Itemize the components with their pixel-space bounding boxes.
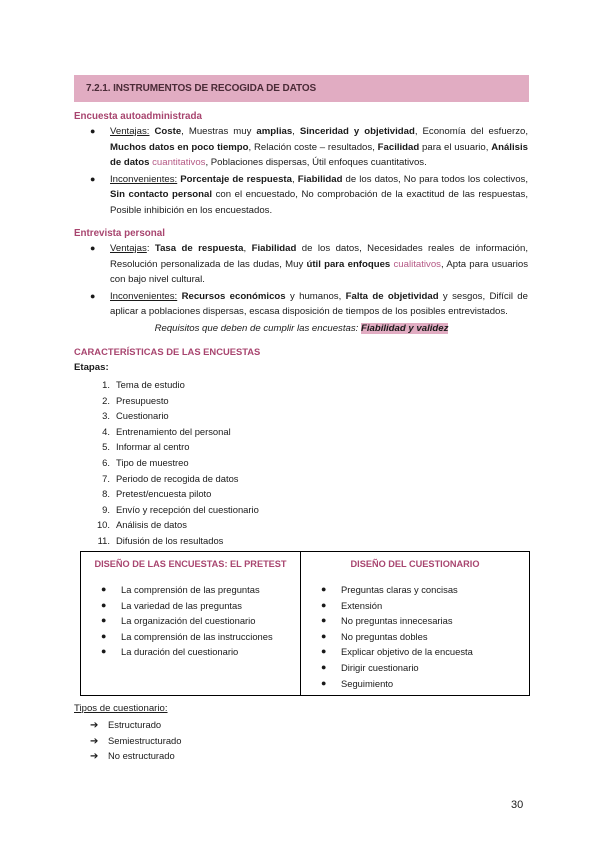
list-item: 1. Tema de estudio: [102, 379, 185, 390]
list-item: 6. Tipo de muestreo: [102, 456, 189, 468]
bullet-icon: ●: [321, 615, 327, 626]
caracteristicas-heading: CARACTERÍSTICAS DE LAS ENCUESTAS: [74, 346, 261, 357]
arrow-right-icon: ➔: [90, 720, 99, 731]
encuesta-list: [90, 124, 528, 220]
tipos-label: Tipos de cuestionario:: [74, 703, 168, 714]
requisitos-line: [74, 323, 529, 334]
entrevista-list: [90, 241, 528, 321]
bullet-icon: ●: [90, 126, 96, 136]
pretest-list: [101, 582, 273, 660]
bullet-icon: ●: [90, 290, 96, 301]
design-table: [80, 551, 530, 696]
list-item: ● No preguntas dobles: [321, 629, 473, 645]
page-number: 30: [511, 799, 524, 811]
etapas-list: [88, 377, 259, 549]
list-item: ➔ No estructurado: [90, 748, 181, 764]
pretest-column: [81, 552, 301, 695]
list-item: 2. Presupuesto: [102, 394, 169, 406]
encuesta-ventajas-text: Coste, Muestras muy amplias, Sinceridad y objetividad, Economía del esfuerzo, Muchos datos en poco tiempo, Relación coste – resultados, Facilidad para el usuario, Análisis de datos cuantitativos, Poblaciones dispersas, Útil enfoques cuantitativos.: [110, 126, 528, 169]
entrevista-ventajas-text: : Tasa de respuesta, Fiabilidad de los datos, Necesidades reales de información, Resolución personalizada de las dudas, Muy útil para enfoques cualitativos, Apta para usuarios con bajo nivel cultural.: [110, 243, 529, 286]
encuesta-inconvenientes: [90, 172, 528, 219]
list-item: 8. Pretest/encuesta piloto: [102, 488, 212, 500]
bullet-icon: ●: [321, 599, 327, 610]
bullet-icon: ●: [90, 243, 96, 253]
list-item: ● La comprensión de las preguntas: [101, 582, 273, 598]
pretest-header: DISEÑO DE LAS ENCUESTAS: EL PRETEST: [94, 559, 287, 569]
bullet-icon: ●: [101, 630, 107, 641]
list-item: 3. Cuestionario: [102, 410, 169, 422]
encuesta-heading: Encuesta autoadministrada: [74, 111, 202, 122]
entrevista-ventajas: [90, 241, 528, 288]
inconvenientes-label: Inconvenientes:: [110, 290, 178, 302]
cuestionario-column: [301, 552, 529, 695]
list-item: 4. Entrenamiento del personal: [102, 425, 231, 437]
entrevista-inconvenientes: [90, 289, 528, 320]
list-item: ● La variedad de las preguntas: [101, 598, 273, 614]
bullet-icon: ●: [321, 677, 327, 688]
arrow-right-icon: ➔: [90, 735, 99, 747]
list-item: ● La duración del cuestionario: [101, 644, 273, 660]
list-item: ● La organización del cuestionario: [101, 613, 273, 629]
bullet-icon: ●: [101, 599, 107, 610]
list-item: 10. Análisis de datos: [96, 519, 187, 531]
list-item: ● La comprensión de las instrucciones: [101, 629, 273, 645]
bullet-icon: ●: [90, 173, 96, 184]
bullet-icon: ●: [321, 630, 327, 641]
cuestionario-list: [321, 582, 473, 691]
entrevista-heading: Entrevista personal: [74, 228, 165, 239]
bullet-icon: ●: [101, 615, 107, 626]
bullet-icon: ●: [321, 661, 327, 672]
entrevista-inconvenientes-text: Recursos económicos y humanos, Falta de objetividad y sesgos, Difícil de aplicar a poblaciones dispersas, escasa disposición de tiempos de los posibles entrevistados.: [110, 290, 528, 318]
bullet-icon: ●: [321, 584, 327, 594]
tipos-list: [90, 717, 181, 764]
bullet-icon: ●: [101, 646, 107, 657]
list-item: 5. Informar al centro: [102, 441, 190, 453]
list-item: ● Explicar objetivo de la encuesta: [321, 644, 473, 660]
encuesta-inconvenientes-text: Porcentaje de respuesta, Fiabilidad de los datos, No para todos los colectivos, Sin contacto personal con el encuestado, No comprobación de la exactitud de las respuestas, Posible inhibición en los encuestados.: [110, 173, 528, 216]
ventajas-label: Ventajas: [110, 243, 147, 254]
list-item: ➔ Estructurado: [90, 717, 181, 733]
ventajas-label: Ventajas:: [110, 126, 150, 137]
list-item: ● Dirigir cuestionario: [321, 660, 473, 676]
bullet-icon: ●: [321, 646, 327, 657]
arrow-right-icon: ➔: [90, 751, 99, 763]
etapas-label: Etapas:: [74, 362, 109, 373]
list-item: ● Seguimiento: [321, 676, 473, 692]
list-item: ● Preguntas claras y concisas: [321, 582, 473, 598]
cuestionario-header: DISEÑO DEL CUESTIONARIO: [350, 559, 480, 569]
list-item: 9. Envío y recepción del cuestionario: [102, 503, 259, 515]
bullet-icon: ●: [101, 584, 107, 594]
requisitos-highlight: Fiabilidad y validez: [360, 323, 449, 334]
section-banner: [74, 75, 529, 102]
requisitos-text: Requisitos que deben de cumplir las encuestas:: [154, 323, 361, 334]
section-title: 7.2.1. INSTRUMENTOS DE RECOGIDA DE DATOS: [86, 83, 317, 94]
list-item: ● Extensión: [321, 598, 473, 614]
encuesta-ventajas: [90, 124, 528, 171]
list-item: ● No preguntas innecesarias: [321, 613, 473, 629]
list-item: ➔ Semiestructurado: [90, 733, 181, 749]
list-item: 7. Periodo de recogida de datos: [102, 472, 239, 484]
list-item: 11. Difusión de los resultados: [97, 534, 224, 546]
inconvenientes-label: Inconvenientes:: [110, 173, 178, 185]
